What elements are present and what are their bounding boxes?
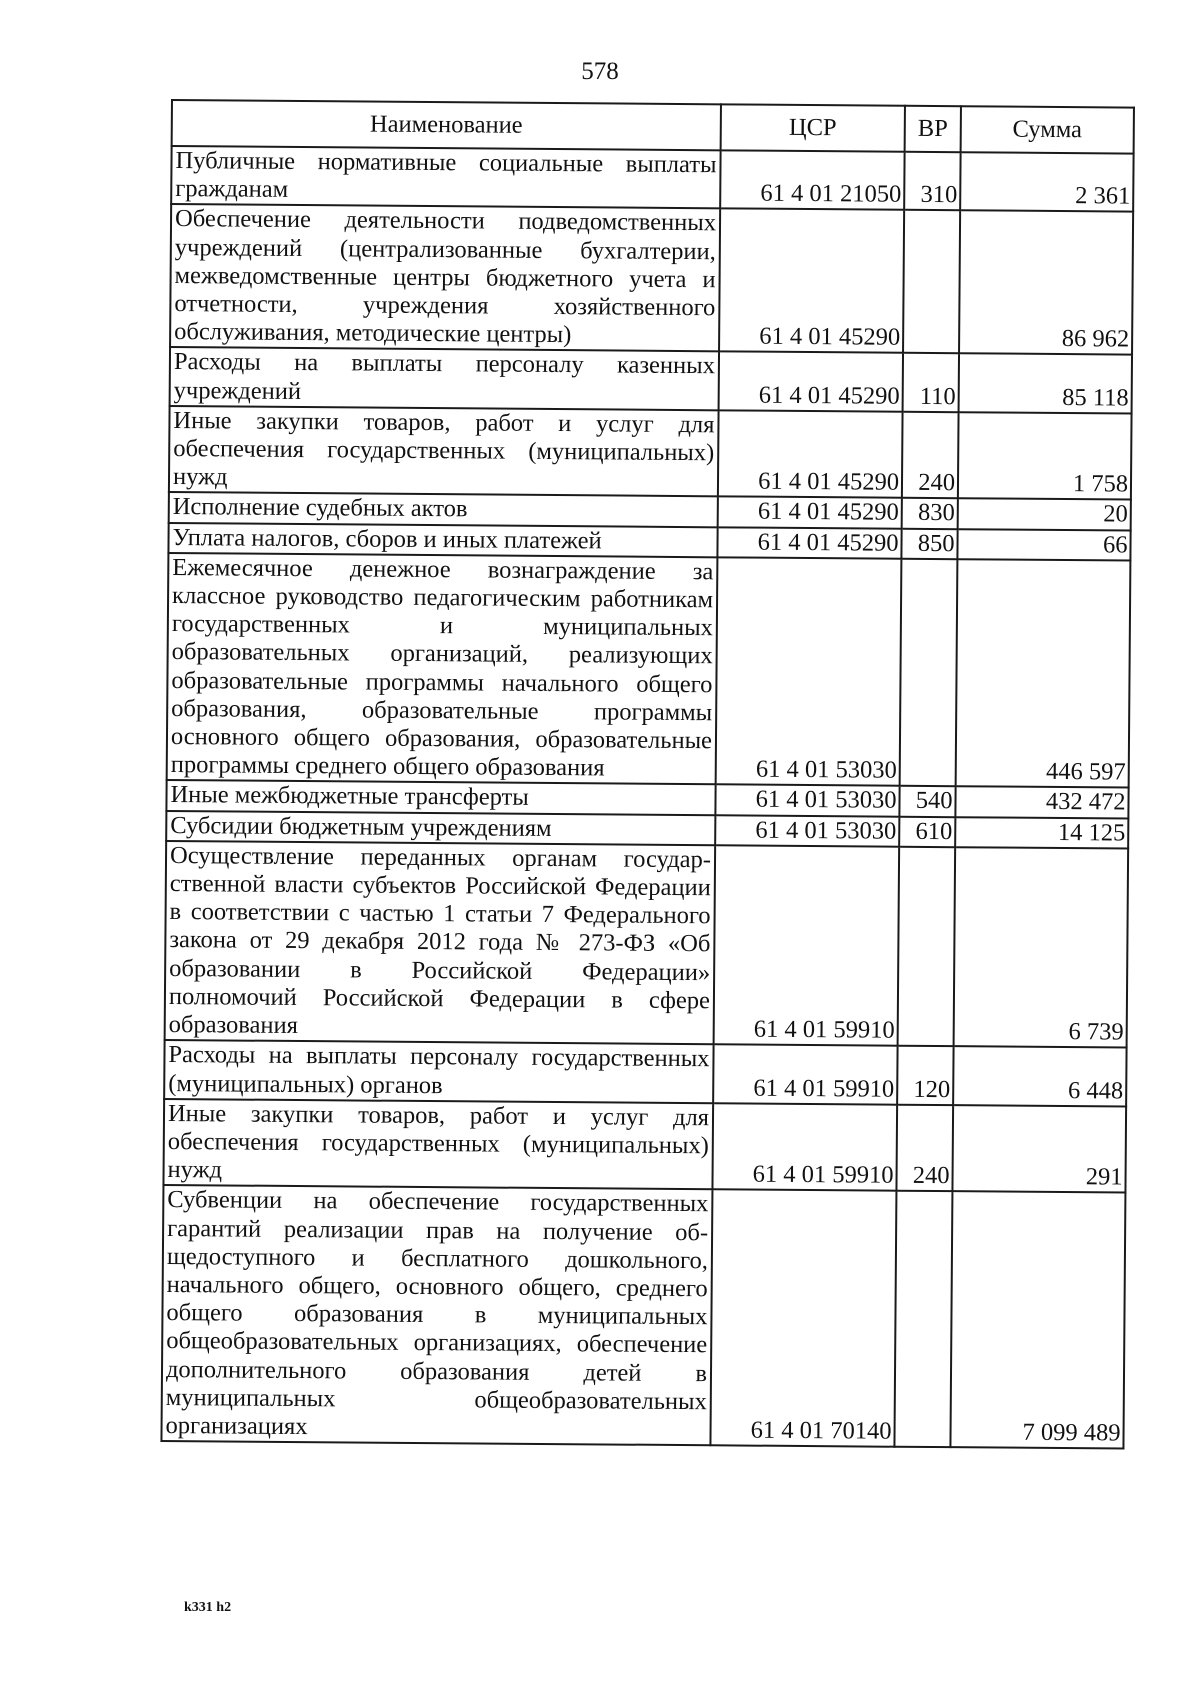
row-vr [898, 847, 956, 1047]
row-csr: 61 4 01 45290 [718, 497, 902, 529]
row-csr: 61 4 01 59910 [713, 1045, 897, 1105]
row-sum: 85 118 [959, 354, 1132, 414]
table-row [161, 1185, 1125, 1448]
row-sum: 432 472 [955, 787, 1128, 819]
row-name: Субсидии бюджетным учреждениям [166, 811, 715, 846]
row-csr: 61 4 01 53030 [715, 785, 899, 817]
table-row [170, 204, 1133, 355]
table-row [163, 1099, 1126, 1193]
row-vr: 830 [902, 498, 958, 529]
row-name: Ежемесячное денежное вознаграждение за классное руководство педагогическим работникам государственных и муниципальных образовательных организаций, реализующих образовательные программы начального общего образования, образовательные программы основного общего образования, образовательные программы среднего общего образования [167, 553, 718, 785]
row-csr: 61 4 01 45290 [719, 352, 903, 412]
table-row [171, 146, 1133, 212]
row-sum: 20 [958, 499, 1131, 531]
row-vr: 120 [897, 1046, 953, 1105]
row-csr: 61 4 01 70140 [710, 1190, 896, 1447]
header-name: Наименование [172, 100, 721, 150]
row-sum: 6 448 [953, 1046, 1126, 1106]
header-csr: ЦСР [721, 104, 905, 151]
row-csr: 61 4 01 59910 [714, 845, 900, 1046]
row-csr: 61 4 01 59910 [712, 1103, 897, 1191]
row-name: Иные межбюджетные трансферты [166, 780, 715, 815]
row-vr: 240 [902, 412, 959, 499]
row-sum: 86 962 [959, 211, 1133, 355]
table-row [167, 553, 1131, 788]
table-header-row [172, 100, 1134, 154]
row-vr: 850 [901, 528, 957, 559]
row-csr: 61 4 01 45290 [719, 209, 904, 353]
row-sum: 1 758 [958, 412, 1132, 500]
row-name: Уплата налогов, сборов и иных платежей [168, 523, 717, 558]
table-row [170, 347, 1132, 413]
row-name: Осуществление переданных органам государственной власти субъектов Российской Федерации в соответствии с частью 1 статьи 7 Федерального закона от 29 декабря 2012 года № 273-ФЗ «Об образовании в Российской Федерации» полномочий Российской Федерации в сфере образования [165, 841, 716, 1045]
row-sum: 14 125 [955, 817, 1128, 849]
row-name: Расходы на выплаты персоналу государственных (муниципальных) органов [164, 1040, 713, 1103]
row-csr: 61 4 01 45290 [718, 410, 903, 498]
row-name: Обеспечение деятельности подведомственных учреждений (централизованные бухгалтерии, межведомственные центры бюджетного учета и отчетности, учреждения хозяйственного обслуживания, методические центры) [170, 204, 720, 351]
row-sum: 7 099 489 [950, 1191, 1125, 1448]
row-vr: 110 [903, 353, 959, 412]
row-vr [903, 210, 960, 353]
row-csr: 61 4 01 53030 [716, 557, 902, 786]
row-csr: 61 4 01 53030 [715, 815, 899, 847]
table-row [164, 1040, 1126, 1106]
row-name: Исполнение судебных актов [169, 492, 718, 527]
row-name: Иные закупки товаров, работ и услуг для обеспечения государственных (муниципальных) нужд [163, 1099, 713, 1190]
header-vr: ВР [905, 106, 961, 152]
footer-code: k331 h2 [184, 1600, 232, 1615]
table-row [165, 841, 1129, 1048]
row-sum: 6 739 [954, 847, 1129, 1048]
row-vr: 310 [904, 152, 960, 211]
row-name: Иные закупки товаров, работ и услуг для обеспечения государственных (муниципальных) нужд [169, 406, 719, 497]
row-name: Расходы на выплаты персоналу казенных учреждений [170, 347, 719, 410]
row-vr: 610 [899, 816, 955, 847]
budget-table [160, 99, 1135, 1450]
row-sum: 2 361 [960, 152, 1133, 212]
row-sum: 66 [957, 529, 1130, 561]
row-vr: 240 [896, 1104, 953, 1191]
table-row [169, 406, 1132, 500]
page-number: 578 [581, 58, 619, 85]
row-vr [900, 559, 958, 787]
row-vr: 540 [899, 786, 955, 817]
row-sum: 291 [952, 1105, 1126, 1193]
row-name: Публичные нормативные социальные выплаты гражданам [171, 146, 720, 209]
header-sum: Сумма [961, 106, 1134, 153]
row-csr: 61 4 01 45290 [717, 527, 901, 559]
row-vr [894, 1191, 952, 1447]
row-name: Субвенции на обеспечение государственных гарантий реализации прав на получение общедоступного и бесплатного дошкольного, начального общего, основного общего, среднего общего образования в муниципальных общеобразовательных организациях, обеспечение дополнительного образования детей в муниципальных общеобразовательных организациях [161, 1185, 712, 1445]
row-sum: 446 597 [956, 559, 1131, 788]
row-csr: 61 4 01 21050 [720, 150, 904, 210]
